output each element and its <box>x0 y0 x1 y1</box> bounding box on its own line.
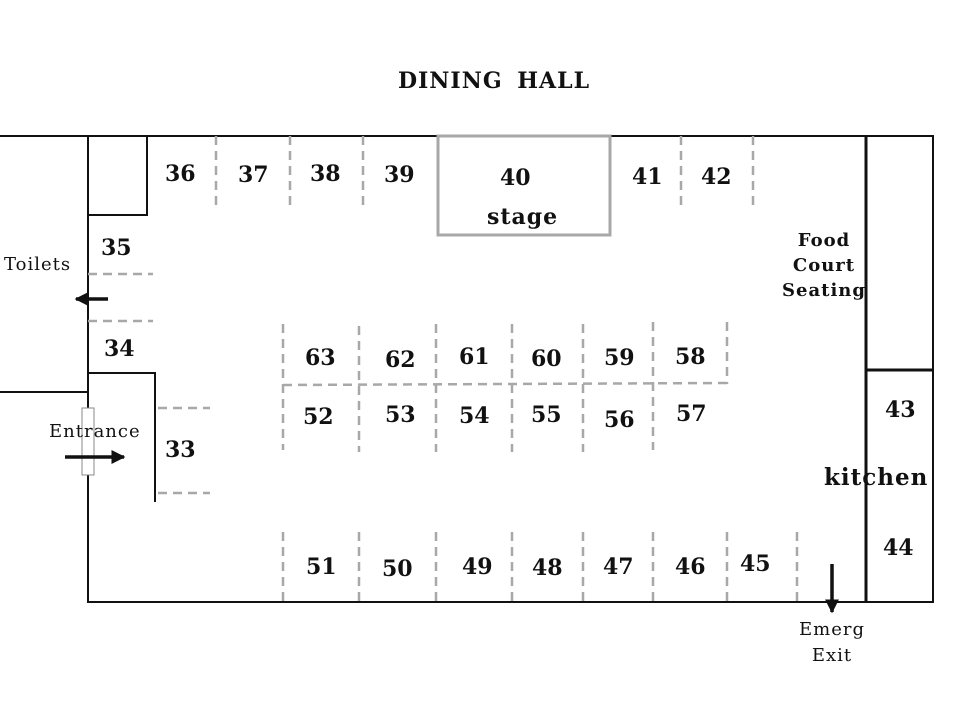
kitchen-label: kitchen <box>824 464 929 491</box>
table-58[interactable]: 58 <box>675 344 706 370</box>
table-50[interactable]: 50 <box>382 556 413 582</box>
table-33[interactable]: 33 <box>165 437 196 463</box>
table-47[interactable]: 47 <box>603 554 634 580</box>
table-59[interactable]: 59 <box>604 345 635 371</box>
table-45[interactable]: 45 <box>740 551 771 577</box>
table-44[interactable]: 44 <box>883 535 914 561</box>
page-title: DINING HALL <box>397 68 591 94</box>
emergency-exit-line-2: Exit <box>811 645 853 666</box>
table-48[interactable]: 48 <box>532 555 563 581</box>
table-46[interactable]: 46 <box>675 554 706 580</box>
table-63[interactable]: 63 <box>305 345 336 371</box>
food-court-line-3: Seating <box>782 280 866 301</box>
food-court-line-2: Court <box>792 255 856 276</box>
stage-label: stage <box>487 204 559 230</box>
toilets-label: Toilets <box>4 254 72 275</box>
table-56[interactable]: 56 <box>604 407 635 433</box>
table-57[interactable]: 57 <box>676 401 707 427</box>
table-36[interactable]: 36 <box>165 161 196 187</box>
table-55[interactable]: 55 <box>531 402 562 428</box>
food-court-seating-label <box>776 228 872 303</box>
table-61[interactable]: 61 <box>459 344 490 370</box>
table-62[interactable]: 62 <box>385 347 416 373</box>
table-39[interactable]: 39 <box>384 162 415 188</box>
table-49[interactable]: 49 <box>462 554 493 580</box>
emergency-exit-line-1: Emerg <box>799 619 865 640</box>
table-53[interactable]: 53 <box>385 402 416 428</box>
food-court-line-1: Food <box>797 230 851 251</box>
emergency-exit-label <box>788 617 876 669</box>
table-41[interactable]: 41 <box>632 164 663 190</box>
table-40[interactable]: 40 <box>500 165 531 191</box>
table-52[interactable]: 52 <box>303 404 334 430</box>
table-60[interactable]: 60 <box>531 346 562 372</box>
table-38[interactable]: 38 <box>310 161 341 187</box>
table-54[interactable]: 54 <box>459 403 490 429</box>
table-37[interactable]: 37 <box>238 162 269 188</box>
table-35[interactable]: 35 <box>101 235 132 261</box>
entrance-label: Entrance <box>49 421 141 442</box>
table-42[interactable]: 42 <box>701 164 732 190</box>
table-43[interactable]: 43 <box>885 397 916 423</box>
table-34[interactable]: 34 <box>104 336 135 362</box>
table-51[interactable]: 51 <box>306 554 337 580</box>
